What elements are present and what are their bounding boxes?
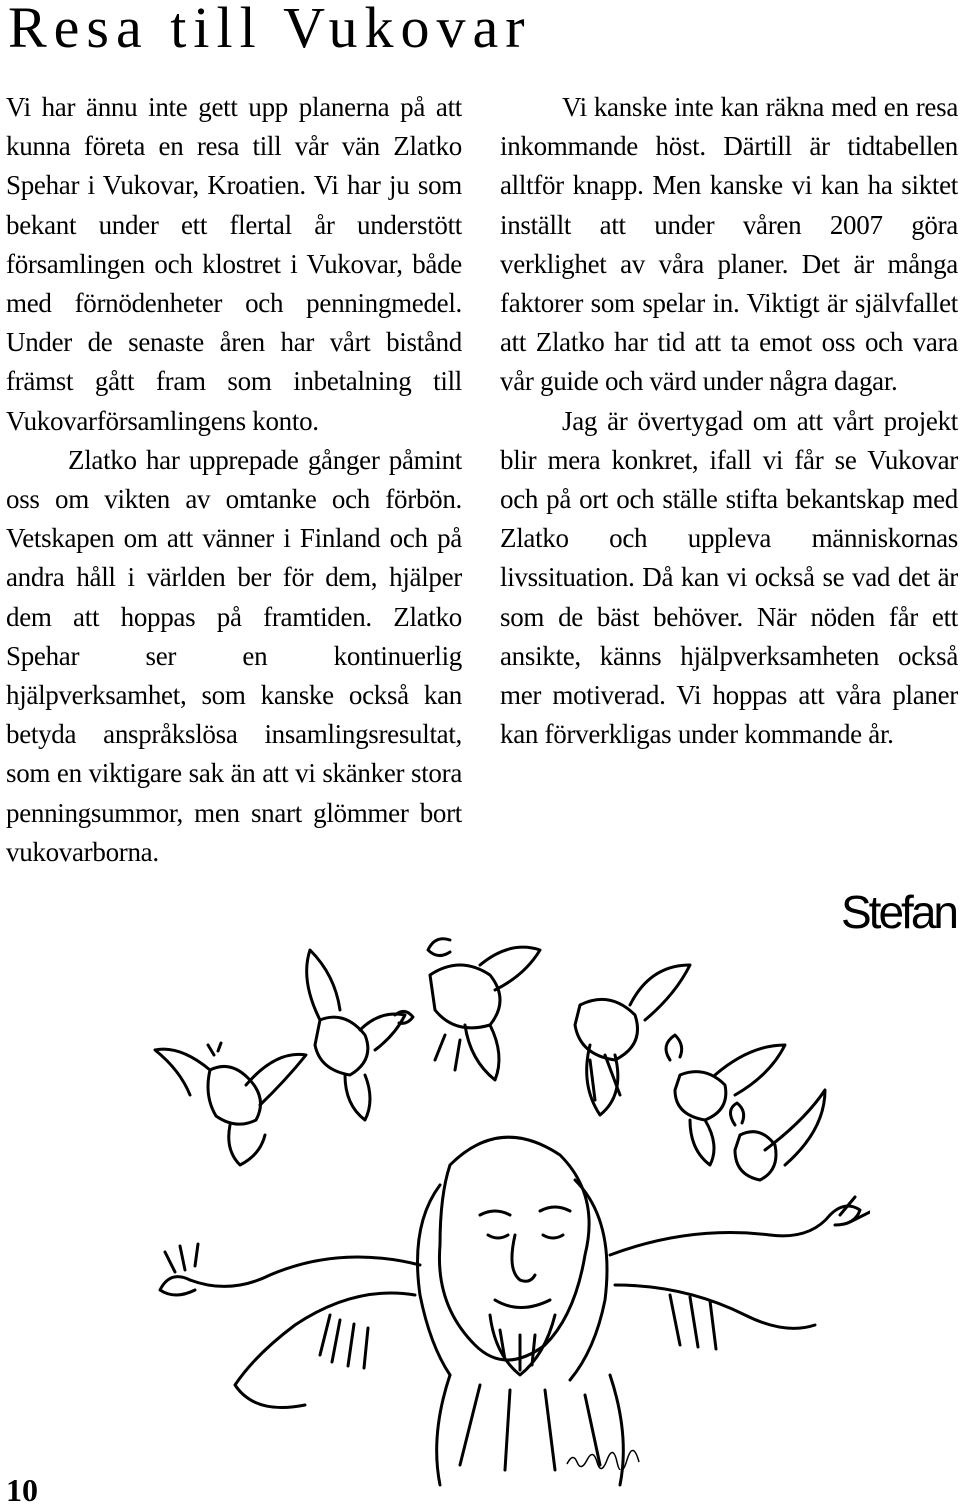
paragraph: Vi kanske inte kan räkna med en resa inkommande höst. Därtill är tidtabellen alltför knapp. Men kanske vi kan ha siktet inställt att under våren 2007 göra verklighet av våra planer. Det är många faktorer som spelar in. Viktigt är självfallet att Zlatko har tid att ta emot oss och vara vår guide och värd under några dagar. xyxy=(500,92,958,397)
dove-drawing xyxy=(428,939,540,1080)
article-title: Resa till Vukovar xyxy=(8,0,532,60)
dove-drawing xyxy=(730,1090,825,1180)
left-column xyxy=(6,88,462,872)
paragraph: Jag är övertygad om att vårt projekt blir mera konkret, ifall vi får se Vukovar och på ort och ställe stifta bekantskap med Zlatko och uppleva människornas livssituation. Då kan vi också se vad det är som de bäst behöver. När nöden får ett ansikte, känns hjälpverksamheten också mer motiverad. Vi hoppas att våra planer kan förverkligas under kommande år. xyxy=(500,405,958,750)
paragraph: Zlatko har upprepade gånger påmint oss om vikten av omtanke och förbön. Vetskapen om att vänner i Finland och på andra håll i världen ber för dem, hjälper dem att hoppas på framtiden. Zlatko Spehar ser en kontinuerlig hjälpverksamhet, som kanske också kan betyda anspråkslösa insamlingsresultat, som en viktigare sak än att vi skänker stora penningsummor, men snart glömmer bort vukovarborna. xyxy=(6,444,462,867)
dove-drawing xyxy=(666,1035,785,1165)
author-signature: Stefan xyxy=(841,886,956,938)
figure-drawing xyxy=(160,1137,870,1485)
ink-illustration-figure-with-doves xyxy=(150,935,870,1490)
page-number: 10 xyxy=(6,1472,38,1508)
dove-drawing xyxy=(307,950,413,1120)
dove-drawing xyxy=(575,965,690,1115)
artist-signature xyxy=(565,1448,645,1470)
right-column xyxy=(500,88,958,754)
dove-drawing xyxy=(155,1043,306,1165)
paragraph: Vi har ännu inte gett upp planerna på att kunna företa en resa till vår vän Zlatko Spehar i Vukovar, Kroatien. Vi har ju som bekant under ett flertal år understött församlingen och klostret i Vukovar, både med förnödenheter och penningmedel. Under de senaste åren har vårt bistånd främst gått fram som inbetalning till Vukovarförsamlingens konto. xyxy=(6,92,462,436)
